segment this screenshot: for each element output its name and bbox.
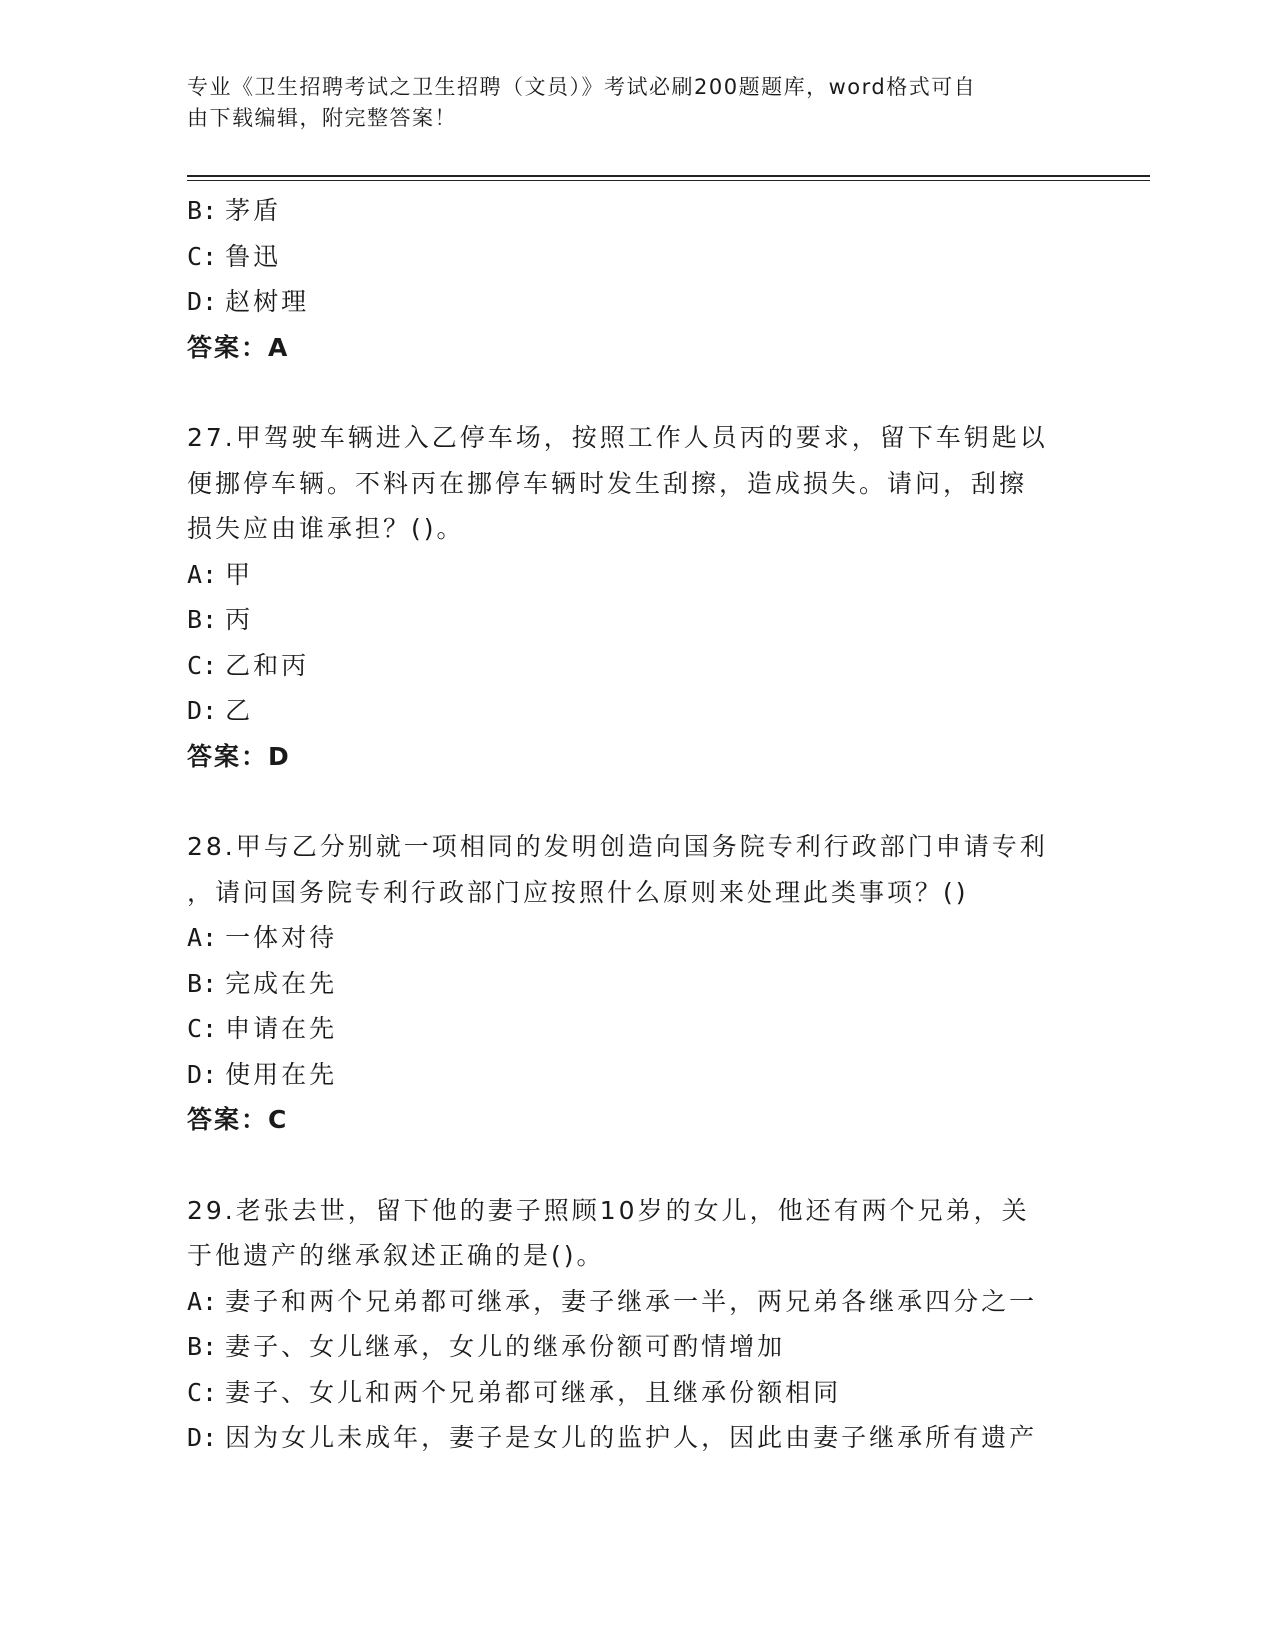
option-b	[187, 961, 1087, 1007]
question-list	[187, 188, 1087, 1461]
option-a	[187, 915, 1087, 961]
document-header	[187, 72, 1067, 134]
header-line-1: 专业《卫生招聘考试之卫生招聘（文员）》考试必刷200题题库，word格式可自	[187, 75, 977, 99]
option-text: 使用在先	[225, 1059, 338, 1089]
option-c	[187, 1006, 1087, 1052]
option-d	[187, 1415, 1087, 1461]
option-letter: C:	[187, 650, 218, 680]
question-text-line: 27.甲驾驶车辆进入乙停车场，按照工作人员丙的要求，留下车钥匙以	[187, 423, 1048, 452]
header-line-2: 由下载编辑，附完整答案！	[187, 106, 457, 130]
option-a	[187, 552, 1087, 598]
question-29	[187, 1188, 1087, 1461]
option-d	[187, 688, 1087, 734]
question-text-line: 29.老张去世，留下他的妻子照顾10岁的女儿，他还有两个兄弟，关	[187, 1195, 1030, 1225]
option-text: 妻子、女儿继承，女儿的继承份额可酌情增加	[225, 1332, 786, 1361]
option-b	[187, 1324, 1087, 1370]
option-text: 乙和丙	[225, 650, 310, 680]
header-divider-thick	[187, 175, 1150, 177]
option-a	[187, 1279, 1087, 1325]
option-text: 乙	[225, 696, 254, 725]
option-letter: B:	[187, 1332, 218, 1361]
option-text: 完成在先	[225, 968, 338, 998]
question-text-line: 便挪停车辆。不料丙在挪停车辆时发生刮擦，造成损失。请问，刮擦	[187, 468, 1028, 498]
option-text: 甲	[225, 559, 254, 589]
option-letter: B:	[187, 605, 218, 634]
option-letter: A:	[187, 559, 218, 589]
option-letter: D:	[187, 1423, 218, 1452]
option-c	[187, 1370, 1087, 1416]
option-c	[187, 643, 1087, 689]
option-letter: D:	[187, 696, 218, 725]
question-gap	[187, 779, 1087, 824]
option-letter: C:	[187, 1377, 218, 1407]
answer-line: 答案：A	[187, 332, 290, 362]
header-divider-thin	[187, 180, 1150, 181]
option-text: 一体对待	[225, 923, 338, 952]
question-gap	[187, 370, 1087, 415]
option-letter: C:	[187, 241, 218, 271]
option-text: 因为女儿未成年，妻子是女儿的监护人，因此由妻子继承所有遗产	[225, 1423, 1038, 1452]
option-text: 茅盾	[225, 196, 282, 225]
question-gap	[187, 1143, 1087, 1188]
option-letter: B:	[187, 196, 218, 225]
question-text-line: 28.甲与乙分别就一项相同的发明创造向国务院专利行政部门申请专利	[187, 832, 1048, 861]
option-letter: A:	[187, 1286, 218, 1316]
question-26-continuation	[187, 188, 1087, 370]
answer-line: 答案：C	[187, 1105, 289, 1134]
question-text-line: 损失应由谁承担？()。	[187, 514, 465, 543]
option-c	[187, 234, 1087, 280]
option-d	[187, 1052, 1087, 1098]
question-28	[187, 824, 1087, 1143]
option-text: 妻子和两个兄弟都可继承，妻子继承一半，两兄弟各继承四分之一	[225, 1286, 1038, 1316]
option-letter: D:	[187, 287, 218, 316]
option-letter: D:	[187, 1059, 218, 1089]
option-text: 丙	[225, 605, 254, 634]
option-text: 鲁迅	[225, 241, 282, 271]
option-text: 申请在先	[225, 1014, 338, 1043]
question-27	[187, 415, 1087, 779]
question-text-line: ，请问国务院专利行政部门应按照什么原则来处理此类事项？()	[187, 877, 969, 907]
question-text-line: 于他遗产的继承叙述正确的是()。	[187, 1241, 605, 1270]
option-d	[187, 279, 1087, 325]
option-letter: C:	[187, 1014, 218, 1043]
option-b	[187, 597, 1087, 643]
option-text: 妻子、女儿和两个兄弟都可继承，且继承份额相同	[225, 1377, 842, 1407]
option-text: 赵树理	[225, 287, 310, 316]
option-letter: B:	[187, 968, 218, 998]
option-letter: A:	[187, 923, 218, 952]
answer-line: 答案：D	[187, 741, 291, 771]
option-b	[187, 188, 1087, 234]
